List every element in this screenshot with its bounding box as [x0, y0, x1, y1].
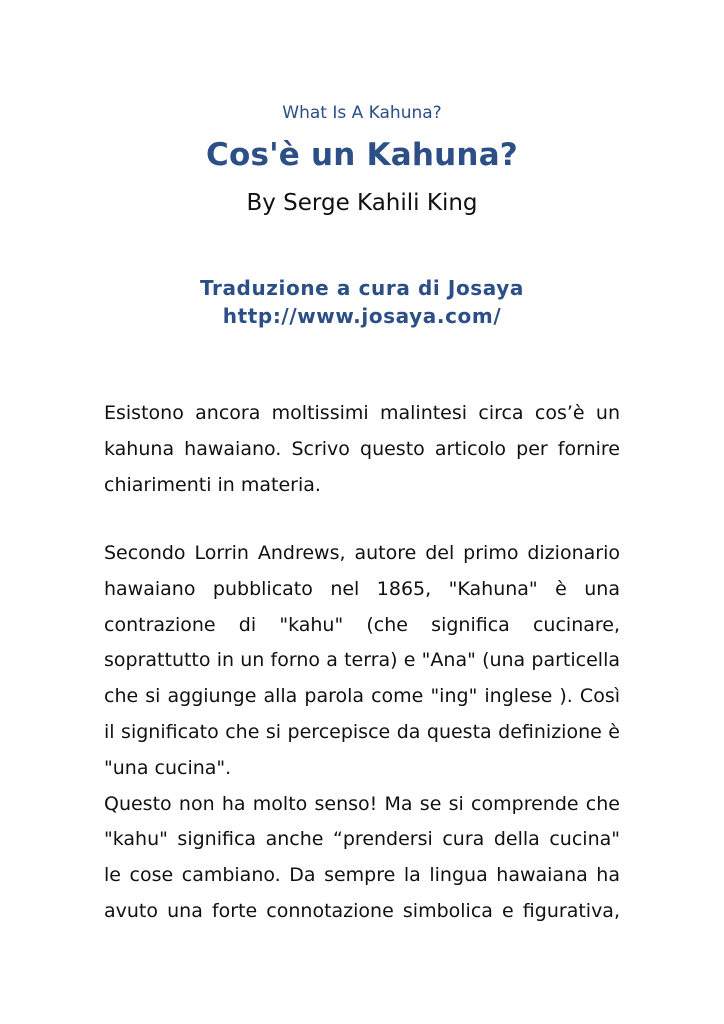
paragraph-line: che si aggiunge alla parola come "ing" inglese ). Così [104, 685, 620, 708]
paragraph-line: Questo non ha molto senso! Ma se si comprende che [104, 792, 620, 815]
paragraph-line: kahuna hawaiano. Scrivo questo articolo per fornire [104, 437, 620, 460]
paragraph-line: "kahu" significa anche “prendersi cura della cucina" [104, 828, 620, 851]
translator-url: http://www.josaya.com/ [222, 304, 502, 328]
paragraph-line: "una cucina". [104, 756, 232, 779]
paragraph-line: il significato che si percepisce da questa definizione è [104, 720, 620, 743]
translation-credit: Traduzione a cura di Josaya [199, 276, 525, 300]
paragraph-line: soprattutto in un forno a terra) e "Ana" (una particella [104, 649, 620, 672]
paragraph-line: hawaiano pubblicato nel 1865, "Kahuna" è una [104, 577, 620, 600]
paragraph-2 [104, 536, 620, 930]
paragraph-line: contrazione di "kahu" (che significa cucinare, [104, 613, 620, 636]
paragraph-line: chiarimenti in materia. [104, 473, 321, 496]
document-kicker: What Is A Kahuna? [282, 103, 442, 123]
paragraph-line: Secondo Lorrin Andrews, autore del primo dizionario [104, 542, 620, 564]
author-byline: By Serge Kahili King [246, 190, 478, 216]
paragraph-1 [104, 396, 620, 503]
paragraph-line: avuto una forte connotazione simbolica e figurativa, [104, 899, 620, 922]
document-title: Cos'è un Kahuna? [206, 137, 518, 173]
paragraph-line: le cose cambiano. Da sempre la lingua hawaiana ha [104, 864, 620, 887]
paragraph-line: Esistono ancora moltissimi malintesi circa cos’è un [104, 402, 620, 424]
